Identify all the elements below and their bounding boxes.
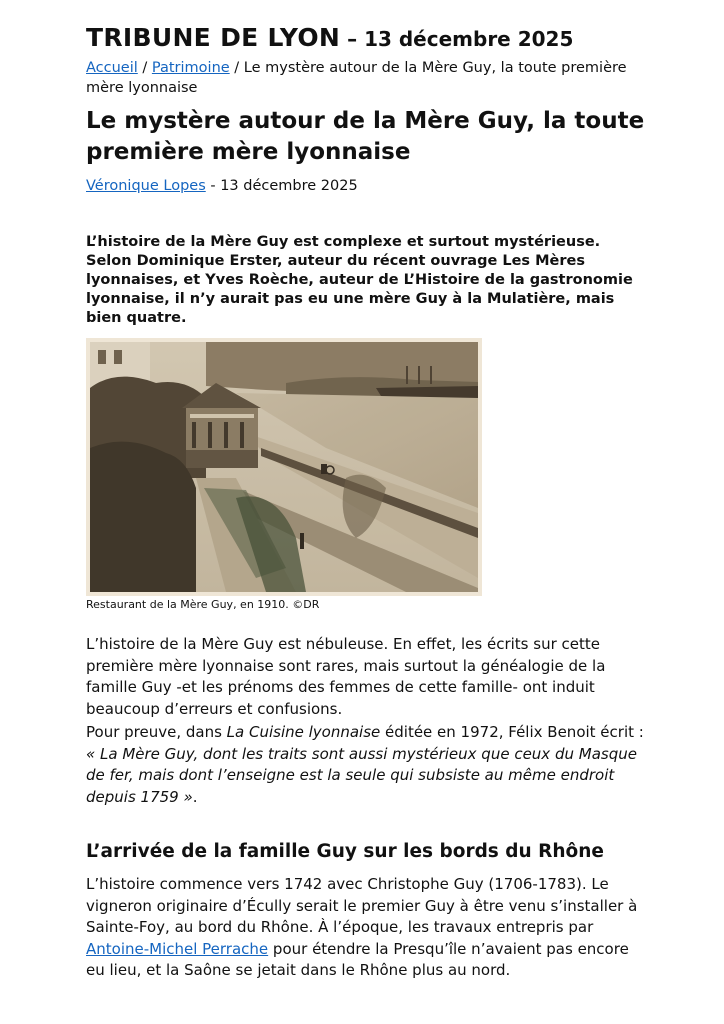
article-title: Le mystère autour de la Mère Guy, la toute première mère lyonnaise — [86, 108, 645, 165]
book-title: La Cuisine lyonnaise — [226, 723, 381, 741]
breadcrumb-separator: / — [229, 60, 244, 76]
section-heading: L’arrivée de la famille Guy sur les bords du Rhône — [86, 841, 604, 862]
byline — [86, 176, 358, 196]
quotation: « La Mère Guy, dont les traits sont aussi mystérieux que ceux du Masque de fer, mais dont l’enseigne est la seule qui subsiste au même endroit depuis 1759 » — [86, 744, 637, 806]
paragraph-with-link — [86, 874, 646, 982]
masthead-date: 13 décembre 2025 — [364, 27, 574, 51]
restaurant-photo — [86, 338, 482, 596]
perrache-link[interactable]: Antoine-Michel Perrache — [86, 939, 269, 958]
breadcrumb-category-link[interactable]: Patrimoine — [151, 60, 230, 76]
paragraph-text: pour étendre la Presqu’île n’avaient pas encore eu lieu, et la Saône se jetait dans le Rhône plus au nord. — [86, 939, 629, 979]
paragraph-text: . — [192, 787, 198, 806]
article-lead: L’histoire de la Mère Guy est complexe et surtout mystérieuse. Selon Dominique Erster, auteur du récent ouvrage Les Mères lyonnaises, et Yves Roèche, auteur de L’Histoire de la gastronomie lyonnaise, il n’y aurait pas eu une mère Guy à la Mulatière, mais bien quatre. — [86, 234, 633, 326]
breadcrumb-current: Le mystère autour de la Mère Guy, la toute première mère lyonnaise — [86, 60, 627, 96]
byline-separator: - — [205, 178, 221, 194]
publish-date: 13 décembre 2025 — [220, 178, 358, 194]
breadcrumb-separator: / — [137, 60, 152, 76]
masthead-separator: – — [340, 27, 365, 51]
photo-caption: Restaurant de la Mère Guy, en 1910. ©DR — [86, 598, 320, 611]
paragraph-text: L’histoire commence vers 1742 avec Christophe Guy (1706-1783). Le vigneron originaire d’Écully serait le premier Guy à être venu s’installer à Sainte-Foy, au bord du Rhône. À l’époque, les travaux entrepris par — [86, 875, 638, 936]
author-link[interactable]: Véronique Lopes — [86, 178, 206, 194]
paragraph-text: Pour preuve, dans — [86, 723, 227, 741]
newspaper-name: TRIBUNE DE LYON — [86, 23, 341, 52]
breadcrumb-home-link[interactable]: Accueil — [86, 60, 138, 76]
breadcrumb — [86, 58, 646, 98]
paragraph-text: éditée en 1972, Félix Benoit écrit : — [380, 723, 644, 741]
masthead — [86, 16, 573, 54]
paragraph: L’histoire de la Mère Guy est nébuleuse. En effet, les écrits sur cette première mère lyonnaise sont rares, mais surtout la généalogie de la famille Guy -et les prénoms des femmes de cette famille- ont induit beaucoup d’erreurs et confusions. — [86, 635, 606, 718]
paragraph-quote — [86, 722, 646, 808]
